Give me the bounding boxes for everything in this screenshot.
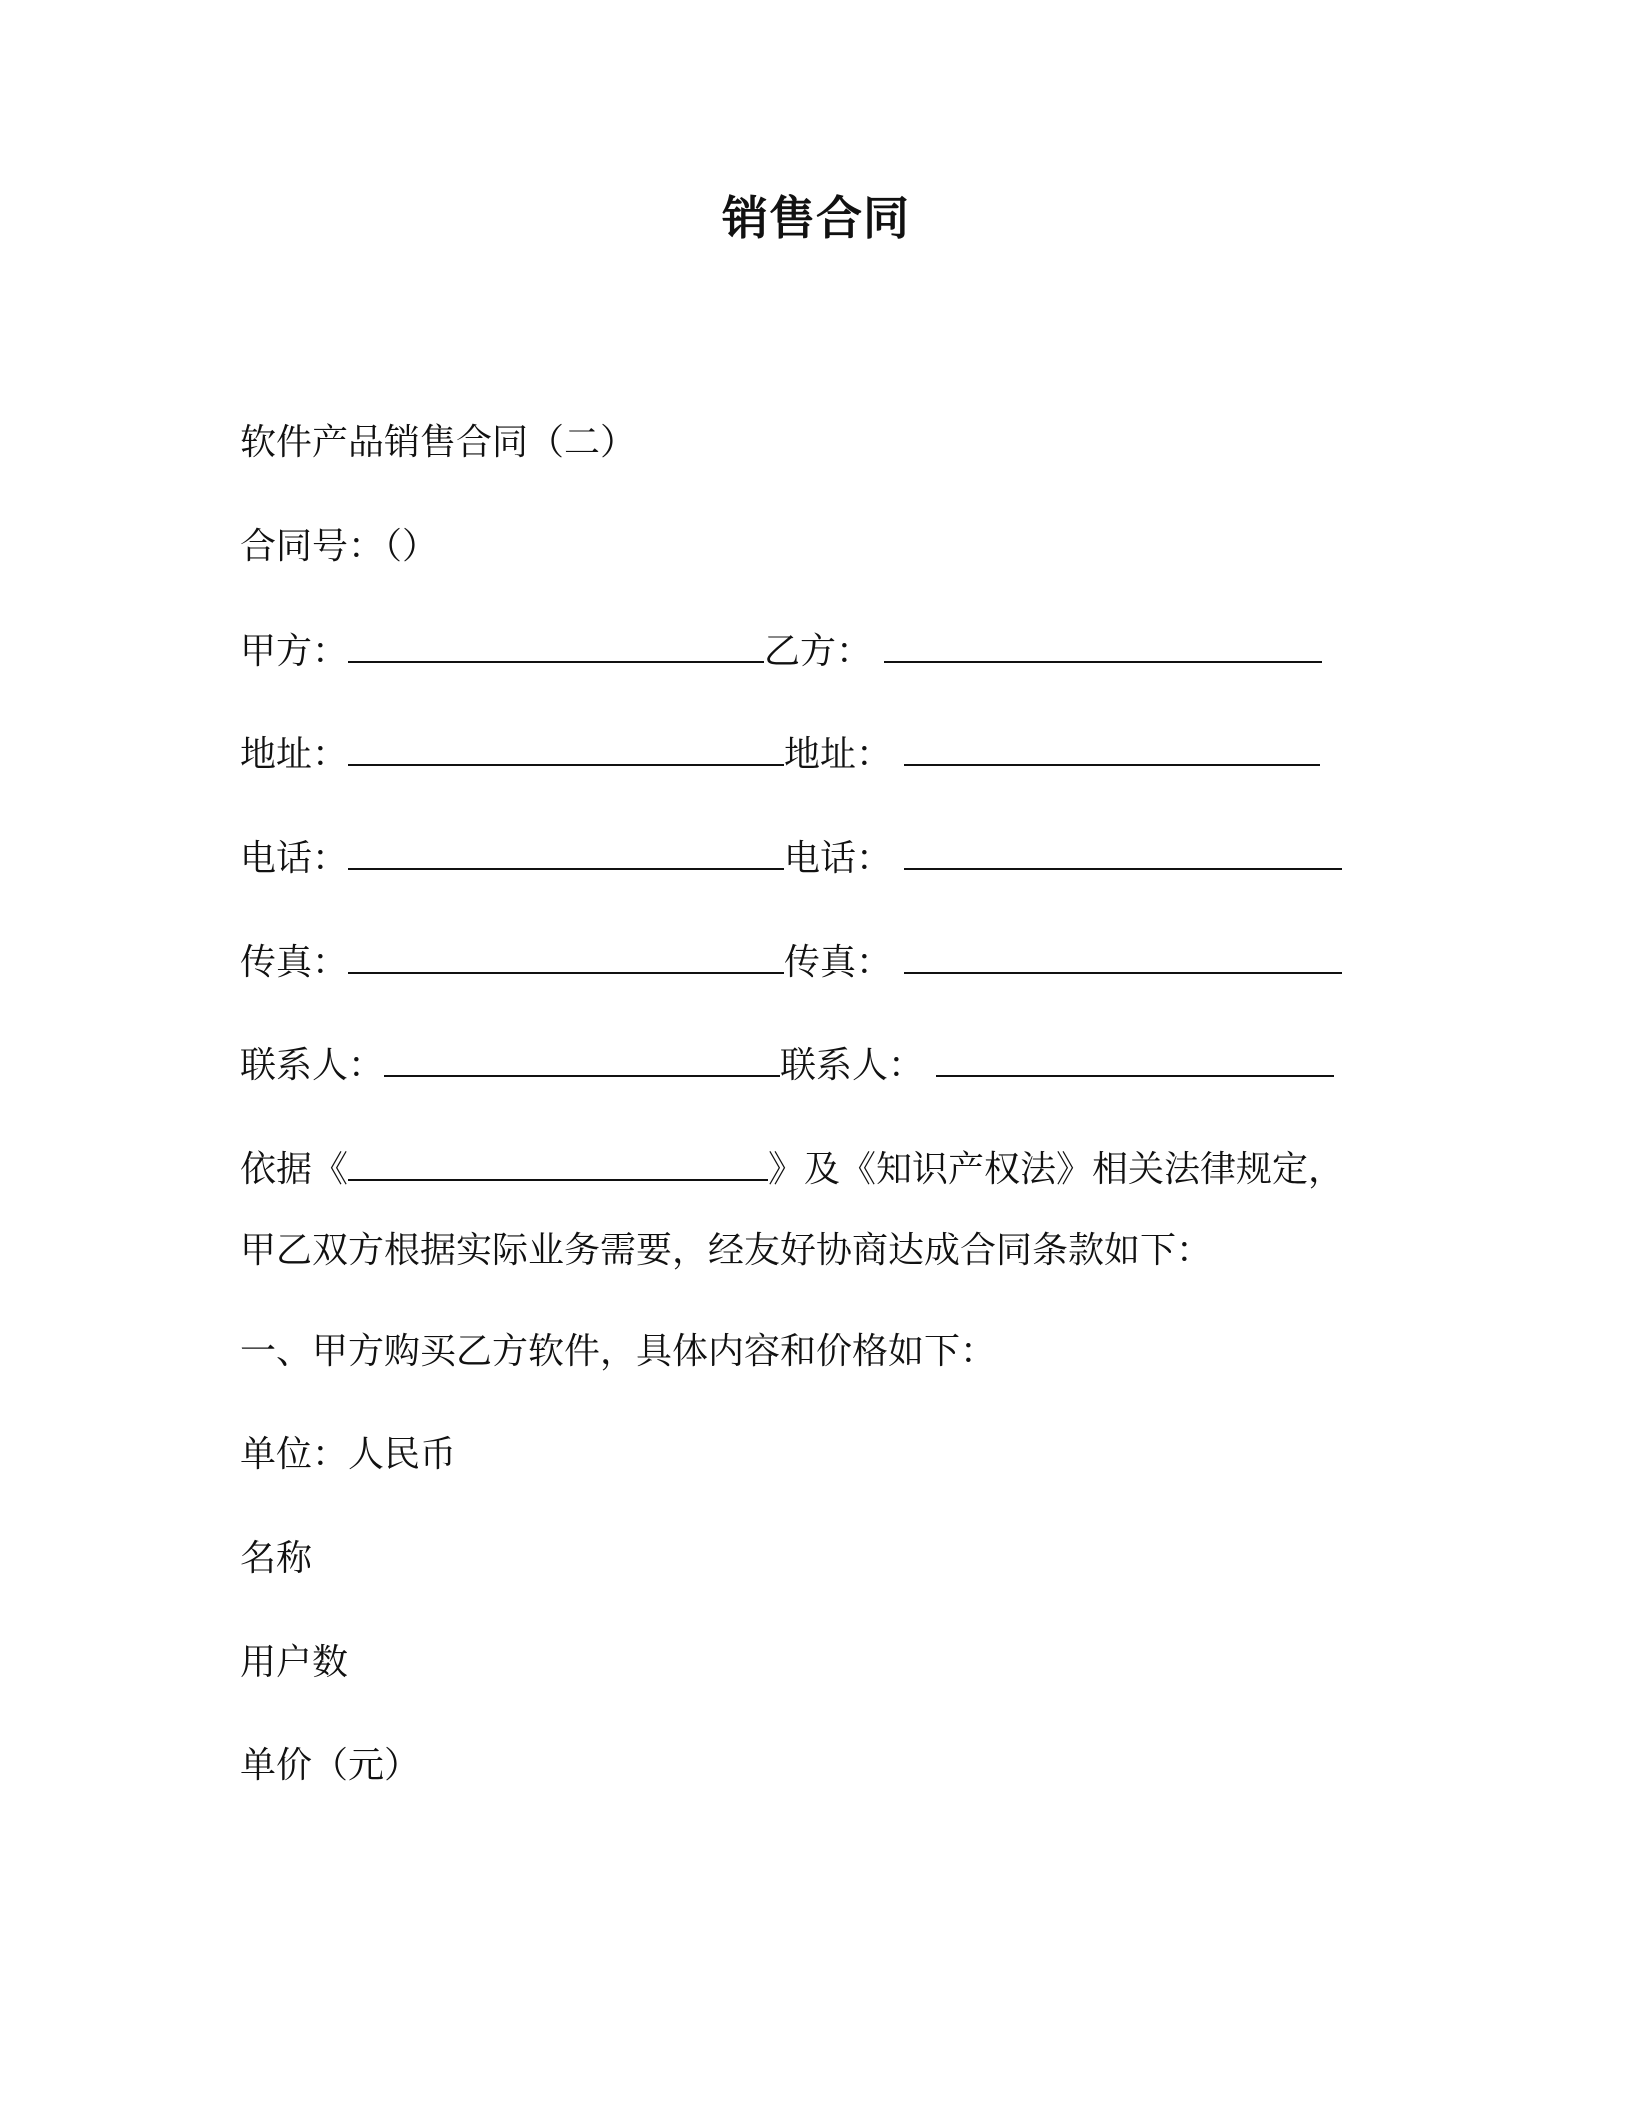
fax-b-blank[interactable]	[904, 938, 1342, 974]
contact-a-label: 联系人：	[240, 1045, 385, 1086]
contact-b-label: 联系人：	[780, 1045, 925, 1086]
contract-subtitle: 软件产品销售合同（二）	[240, 422, 637, 463]
fax-b-label: 传真：	[784, 942, 893, 983]
phone-b-label: 电话：	[784, 838, 893, 879]
address-a-label: 地址：	[240, 734, 349, 775]
party-a-blank[interactable]	[348, 627, 764, 663]
fax-row	[240, 938, 1342, 988]
address-row	[240, 730, 1320, 780]
party-b-blank[interactable]	[884, 627, 1322, 663]
phone-a-blank[interactable]	[348, 834, 784, 870]
address-a-blank[interactable]	[348, 730, 784, 766]
address-b-label: 地址：	[784, 734, 893, 775]
phone-a-label: 电话：	[240, 838, 349, 879]
basis-line-2: 甲乙双方根据实际业务需要，经友好协商达成合同条款如下：	[240, 1230, 1213, 1271]
user-count-label: 用户数	[240, 1642, 349, 1683]
phone-row	[240, 834, 1342, 884]
fax-a-label: 传真：	[240, 942, 349, 983]
contract-number: 合同号：（）	[240, 526, 439, 567]
basis-prefix: 依据《	[240, 1149, 349, 1190]
address-b-blank[interactable]	[904, 730, 1320, 766]
contact-a-blank[interactable]	[384, 1041, 780, 1077]
currency-unit: 单位：人民币	[240, 1434, 457, 1475]
basis-suffix: 》及《知识产权法》相关法律规定，	[768, 1149, 1345, 1190]
document-title: 销售合同	[722, 191, 910, 245]
party-row	[240, 627, 1322, 677]
contact-row	[240, 1041, 1334, 1091]
law-name-blank[interactable]	[348, 1145, 768, 1181]
contact-b-blank[interactable]	[936, 1041, 1334, 1077]
item-name-label: 名称	[240, 1538, 313, 1579]
fax-a-blank[interactable]	[348, 938, 784, 974]
unit-price-label: 单价（元）	[240, 1745, 421, 1786]
section-1-heading: 一、甲方购买乙方软件，具体内容和价格如下：	[240, 1331, 997, 1372]
basis-line-1	[240, 1145, 1344, 1195]
party-b-label: 乙方：	[764, 631, 873, 672]
phone-b-blank[interactable]	[904, 834, 1342, 870]
party-a-label: 甲方：	[240, 631, 349, 672]
